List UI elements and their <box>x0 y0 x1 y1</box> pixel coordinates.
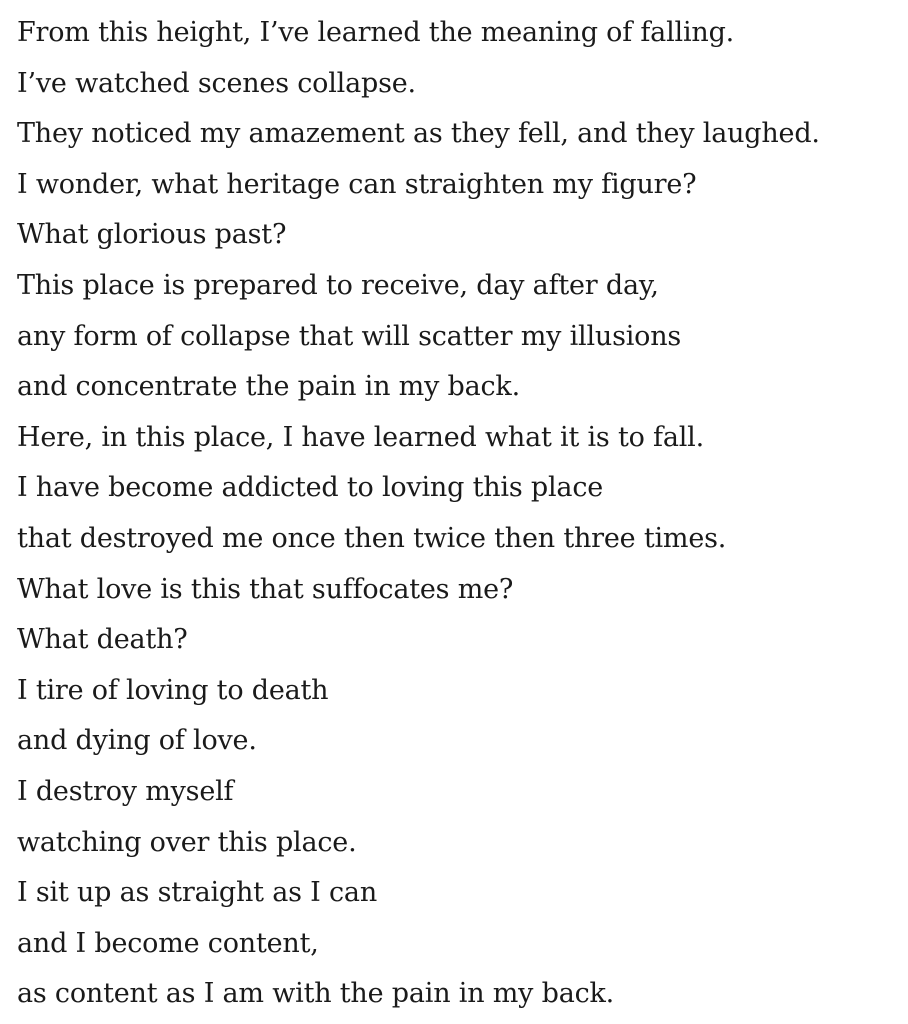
poem-line: I destroy myself <box>17 775 234 807</box>
poem-text <box>17 8 902 1020</box>
poem-line: and I become content, <box>17 927 319 959</box>
poem-line: From this height, I’ve learned the meaning of falling. <box>17 17 735 48</box>
poem-line: I tire of loving to death <box>17 674 329 706</box>
poem-line: I’ve watched scenes collapse. <box>17 67 416 99</box>
poem-line: I wonder, what heritage can straighten my figure? <box>17 168 697 200</box>
poem-line: What love is this that suffocates me? <box>17 573 514 605</box>
poem-line: that destroyed me once then twice then three times. <box>17 522 727 554</box>
poem-line: Here, in this place, I have learned what it is to fall. <box>17 421 704 453</box>
poem-line: and dying of love. <box>17 725 257 757</box>
poem-line: watching over this place. <box>17 826 357 858</box>
poem-line: What glorious past? <box>17 219 287 251</box>
poem-line: I sit up as straight as I can <box>17 877 378 909</box>
poem-line: and concentrate the pain in my back. <box>17 371 520 403</box>
poem-line: What death? <box>17 624 188 656</box>
poem-line: This place is prepared to receive, day after day, <box>17 269 659 301</box>
poem-line: They noticed my amazement as they fell, and they laughed. <box>17 118 820 150</box>
poem-line: any form of collapse that will scatter my illusions <box>17 320 682 352</box>
poem-line: I have become addicted to loving this place <box>17 472 604 504</box>
poem-line: as content as I am with the pain in my back. <box>17 978 615 1010</box>
